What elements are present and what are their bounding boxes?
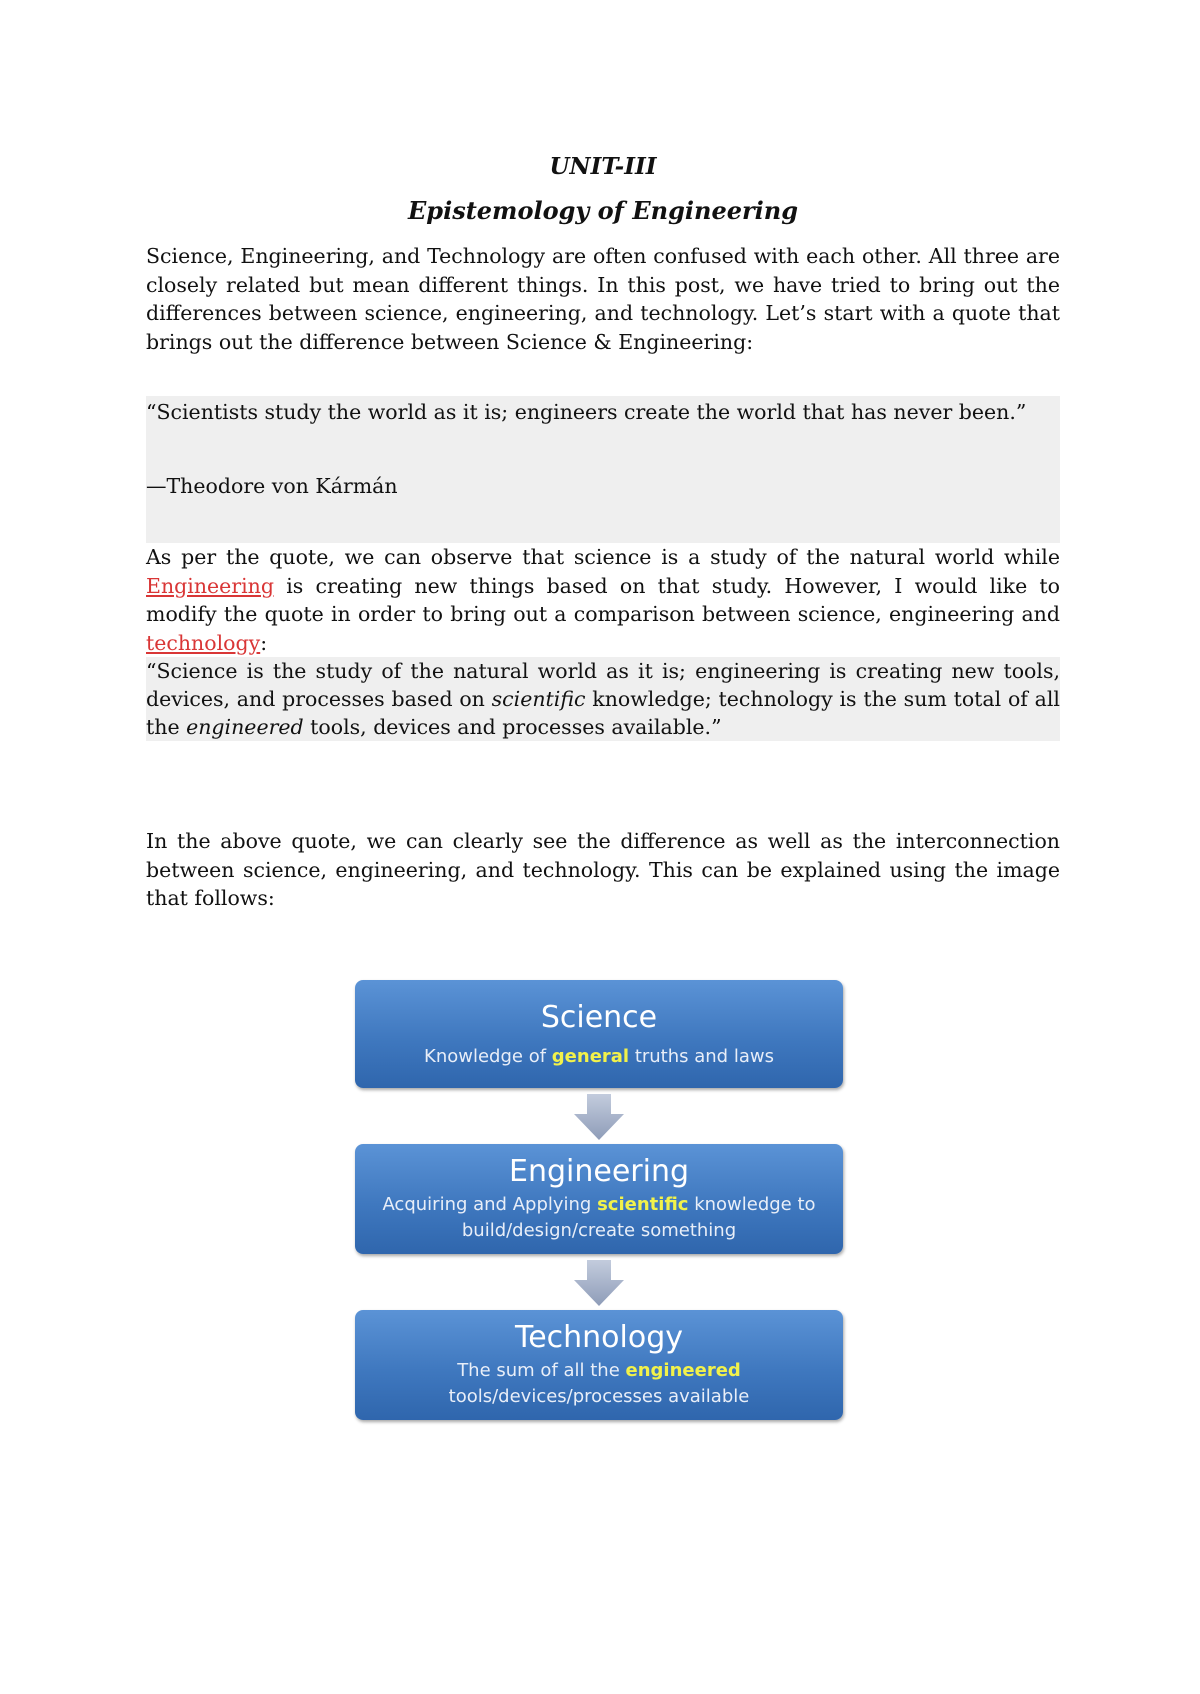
document-page <box>146 150 1060 913</box>
quote-text: “Science is the study of the natural world as it is; engineering is creating new tools, devices, and processes based on <box>146 659 1060 711</box>
page-title: Epistemology of Engineering <box>408 196 798 225</box>
quote-author: —Theodore von Kármán <box>146 474 398 498</box>
box-title: Science <box>540 1000 658 1035</box>
box-title: Technology <box>514 1320 684 1355</box>
unit-heading: UNIT-III <box>549 153 657 180</box>
emphasis-text: engineered <box>186 715 304 739</box>
modified-quote <box>146 657 1060 741</box>
comparison-paragraph <box>146 543 1060 657</box>
intro-paragraph: Science, Engineering, and Technology are often confused with each other. All three are closely related but mean different things. In this post, we have tried to bring out the differences between science, engineering, and technology. Let’s start with a quote that brings out the difference between Science & Engineering: <box>146 244 1060 354</box>
quote-text: knowledge; technology is the sum total of all the <box>146 687 1060 739</box>
conclusion-paragraph: In the above quote, we can clearly see the difference as well as the interconnection between science, engineering, and technology. This can be explained using the image that follows: <box>146 829 1060 910</box>
flow-diagram <box>355 980 845 1425</box>
science-box <box>355 980 843 1088</box>
highlight-text: engineered <box>625 1360 741 1381</box>
para-text: : <box>260 630 268 655</box>
quote-text: tools, devices and processes available.” <box>303 715 722 739</box>
quote-block <box>146 396 1060 543</box>
para-text: As per the quote, we can observe that science is a study of the natural world while <box>146 545 1060 569</box>
down-arrow-icon <box>574 1094 624 1140</box>
technology-box <box>355 1310 843 1420</box>
box-description: Knowledge of general truths and laws <box>424 1046 774 1067</box>
quote-text: “Scientists study the world as it is; engineers create the world that has never been.” <box>146 400 1027 424</box>
box-description: Acquiring and Applying scientific knowledge to build/design/create something <box>382 1194 816 1241</box>
box-title: Engineering <box>509 1154 689 1189</box>
para-text: is creating new things based on that study. However, I would like to modify the quote in order to bring out a comparison between science, engineering and <box>146 573 1060 626</box>
emphasis-text: scientific <box>491 687 586 711</box>
highlight-text: general <box>551 1046 630 1067</box>
technology-link[interactable]: technology <box>146 630 261 655</box>
box-description: The sum of all the engineered tools/devices/processes available <box>448 1360 750 1407</box>
down-arrow-icon <box>574 1260 624 1306</box>
engineering-link[interactable]: Engineering <box>146 573 274 598</box>
engineering-box <box>355 1144 843 1254</box>
highlight-text: scientific <box>597 1194 689 1215</box>
